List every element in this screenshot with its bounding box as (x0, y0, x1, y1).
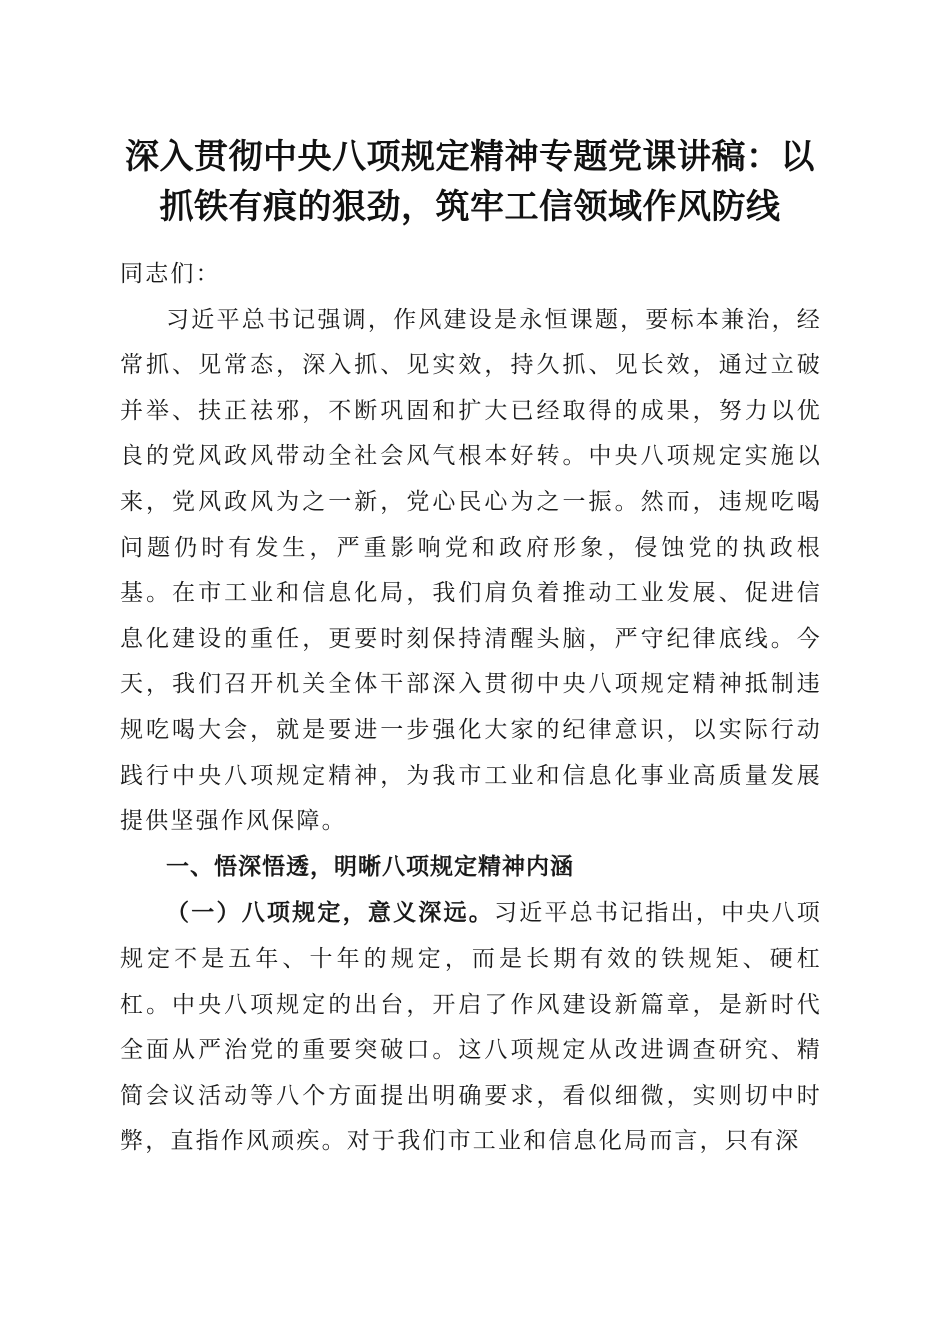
document-title: 深入贯彻中央八项规定精神专题党课讲稿：以抓铁有痕的狠劲，筑牢工信领域作风防线 (125, 137, 815, 227)
intro-paragraph: 习近平总书记强调，作风建设是永恒课题，要标本兼治，经常抓、见常态，深入抓、见实效，持久抓、见长效，通过立破并举、扶正祛邪，不断巩固和扩大已经取得的成果，努力以优良的党风政风带动全社会风气根本好转。中央八项规定实施以来，党风政风为之一新，党心民心为之一振。然而，违规吃喝问题仍时有发生，严重影响党和政府形象，侵蚀党的执政根基。在市工业和信息化局，我们肩负着推动工业发展、促进信息化建设的重任，更要时刻保持清醒头脑，严守纪律底线。今天，我们召开机关全体干部深入贯彻中央八项规定精神抵制违规吃喝大会，就是要进一步强化大家的纪律意识，以实际行动践行中央八项规定精神，为我市工业和信息化事业高质量发展提供坚强作风保障。 (120, 306, 822, 835)
subsection-1-1-heading: （一）八项规定，意义深远。 (166, 899, 495, 927)
subsection-1-1-text: 习近平总书记指出，中央八项规定不是五年、十年的规定，而是长期有效的铁规矩、硬杠杠。中央八项规定的出台，开启了作风建设新篇章，是新时代全面从严治党的重要突破口。这八项规定从改进调查研究、精简会议活动等八个方面提出明确要求，看似细微，实则切中时弊，直指作风顽疾。对于我们市工业和信息化局而言，只有深 (120, 900, 822, 1155)
document-body (120, 252, 822, 1165)
salutation: 同志们： (120, 261, 221, 287)
section-heading-1: 一、悟深悟透，明晰八项规定精神内涵 (166, 853, 574, 880)
subsection-1-1-paragraph (120, 890, 822, 1165)
